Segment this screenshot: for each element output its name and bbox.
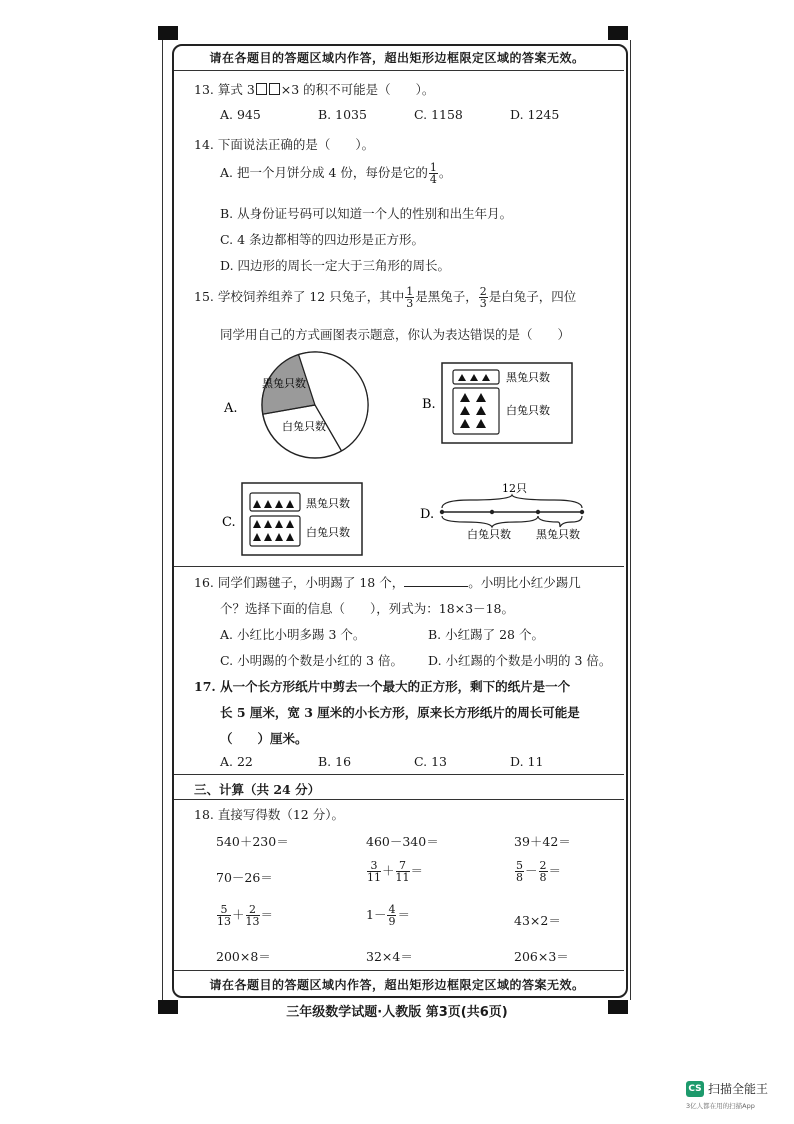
header-divider (174, 70, 624, 71)
answer-blank (404, 576, 468, 587)
q16-option-a: A. 小红比小明多踢 3 个。 (220, 627, 366, 642)
left-margin-line (162, 40, 163, 1000)
d-total-brace (442, 495, 582, 508)
calc-r2c2: $\frac{3}{11}$ ＋ $\frac{7}{11}$ ＝ (367, 859, 424, 884)
q16-option-b: B. 小红踢了 28 个。 (428, 627, 544, 642)
q13-option-c: C. 1158 (414, 107, 463, 122)
fraction: $\frac{1}{4}$ (429, 161, 437, 186)
fraction: $\frac{2}{8}$ (539, 859, 547, 884)
pie-black-label: 黑兔只数 (262, 377, 306, 390)
calc-r3c3: 43×2＝ (514, 913, 561, 928)
q17-option-a: A. 22 (220, 754, 253, 769)
scanner-tagline: 3亿人都在用的扫描App (686, 1102, 755, 1110)
d-white-brace (442, 516, 538, 527)
calc-r3c1: $\frac{5}{13}$ ＋ $\frac{2}{13}$ ＝ (217, 903, 274, 928)
c-black-label: 黑兔只数 (306, 497, 350, 510)
d-black-label: 黑兔只数 (536, 528, 580, 541)
registration-mark-top-right (608, 26, 628, 40)
fraction: $\frac{3}{11}$ (367, 859, 381, 884)
question-13: 13. 算式 3 ×3 的积不可能是（ ）。 (194, 82, 435, 97)
divider-section3 (174, 774, 624, 775)
fraction: $\frac{2}{13}$ (245, 903, 260, 928)
c-white-label: 白兔只数 (306, 526, 350, 539)
calc-r4c3: 206×3＝ (514, 949, 569, 964)
scanner-app-name: 扫描全能王 (708, 1082, 769, 1096)
section-3-divider (174, 799, 624, 800)
right-margin-line (630, 40, 631, 1000)
question-17-line2: 长 5 厘米，宽 3 厘米的小长方形，原来长方形纸片的周长可能是 (220, 705, 580, 720)
b-black-label: 黑兔只数 (506, 371, 550, 384)
b-white-label: 白兔只数 (506, 404, 550, 417)
q15-diagrams (180, 350, 620, 565)
footer-divider (174, 970, 624, 971)
fraction: $\frac{1}{3}$ (406, 285, 414, 310)
calc-r1c3: 39＋42＝ (514, 834, 571, 849)
q14-option-b: B. 从身份证号码可以知道一个人的性别和出生年月。 (220, 206, 513, 221)
fraction: $\frac{4}{9}$ (388, 903, 396, 928)
fraction: $\frac{7}{11}$ (395, 859, 410, 884)
q13-option-d: D. 1245 (510, 107, 560, 122)
calc-r4c2: 32×4＝ (366, 949, 413, 964)
q13-option-b: B. 1035 (318, 107, 367, 122)
footer-notice: 请在各题目的答题区域内作答，超出矩形边框限定区域的答案无效。 (209, 978, 585, 992)
d-point (536, 510, 540, 514)
q14-option-c: C. 4 条边都相等的四边形是正方形。 (220, 232, 424, 247)
scanner-logo-icon: CS (686, 1081, 704, 1097)
d-point (580, 510, 584, 514)
option-c-label: C. (222, 515, 236, 530)
d-white-label: 白兔只数 (467, 528, 511, 541)
fraction: $\frac{5}{13}$ (217, 903, 231, 928)
calc-r4c1: 200×8＝ (216, 949, 271, 964)
registration-mark-top-left (158, 26, 178, 40)
pie-white-label: 白兔只数 (282, 420, 326, 433)
q16-option-d: D. 小红踢的个数是小明的 3 倍。 (428, 653, 612, 668)
question-18: 18. 直接写得数（12 分）。 (194, 807, 344, 822)
calc-r3c2: 1－ $\frac{4}{9}$ ＝ (366, 903, 410, 928)
question-17-line3: （ ）厘米。 (220, 731, 308, 746)
fraction: $\frac{5}{8}$ (516, 859, 523, 884)
q14-option-a: A. 把一个月饼分成 4 份，每份是它的 $\frac{1}{4}$ 。 (220, 161, 452, 186)
digit-box (256, 83, 267, 95)
d-black-brace (538, 516, 582, 527)
q17-option-b: B. 16 (318, 754, 352, 769)
question-15-line1: 15. 学校饲养组养了 12 只兔子，其中 $\frac{1}{3}$ 是黑兔子， $\frac{2}{3}$ 是白兔子，四位 (194, 285, 577, 310)
q14-option-d: D. 四边形的周长一定大于三角形的周长。 (220, 258, 451, 273)
q17-option-c: C. 13 (414, 754, 447, 769)
b-black-box (453, 370, 499, 384)
question-16-line1: 16. 同学们踢毽子，小明踢了 18 个， 。小明比小红少踢几 (194, 575, 581, 590)
question-15-line2: 同学用自己的方式画图表示题意，你认为表达错误的是（ ） (220, 327, 571, 342)
question-16-line2: 个？选择下面的信息（ ），列式为：18×3－18。 (220, 601, 514, 616)
option-a-label: A. (224, 401, 238, 416)
option-b-label: B. (422, 397, 436, 412)
calc-r2c1: 70－26＝ (216, 870, 273, 885)
option-d-label: D. (420, 507, 435, 522)
question-14: 14. 下面说法正确的是（ ）。 (194, 137, 375, 152)
page-footer: 三年级数学试题·人教版 第3页(共6页) (286, 1005, 508, 1020)
q17-option-d: D. 11 (510, 754, 544, 769)
digit-box (269, 83, 280, 95)
divider-q15 (174, 566, 624, 567)
calc-r1c2: 460－340＝ (366, 834, 439, 849)
c-white-box (250, 516, 300, 546)
d-point (490, 510, 494, 514)
q13-option-a: A. 945 (220, 107, 261, 122)
section-3-title: 三、计算（共 24 分） (194, 782, 321, 797)
d-total-label: 12只 (502, 482, 527, 495)
question-17-line1: 17. 从一个长方形纸片中剪去一个最大的正方形，剩下的纸片是一个 (194, 679, 571, 694)
fraction: $\frac{2}{3}$ (479, 285, 487, 310)
b-white-box (453, 388, 499, 434)
calc-r1c1: 540＋230＝ (216, 834, 289, 849)
header-notice: 请在各题目的答题区域内作答，超出矩形边框限定区域的答案无效。 (209, 51, 585, 65)
calc-r2c3: $\frac{5}{8}$ － $\frac{2}{8}$ ＝ (516, 859, 562, 884)
d-point (440, 510, 444, 514)
q16-option-c: C. 小明踢的个数是小红的 3 倍。 (220, 653, 403, 668)
